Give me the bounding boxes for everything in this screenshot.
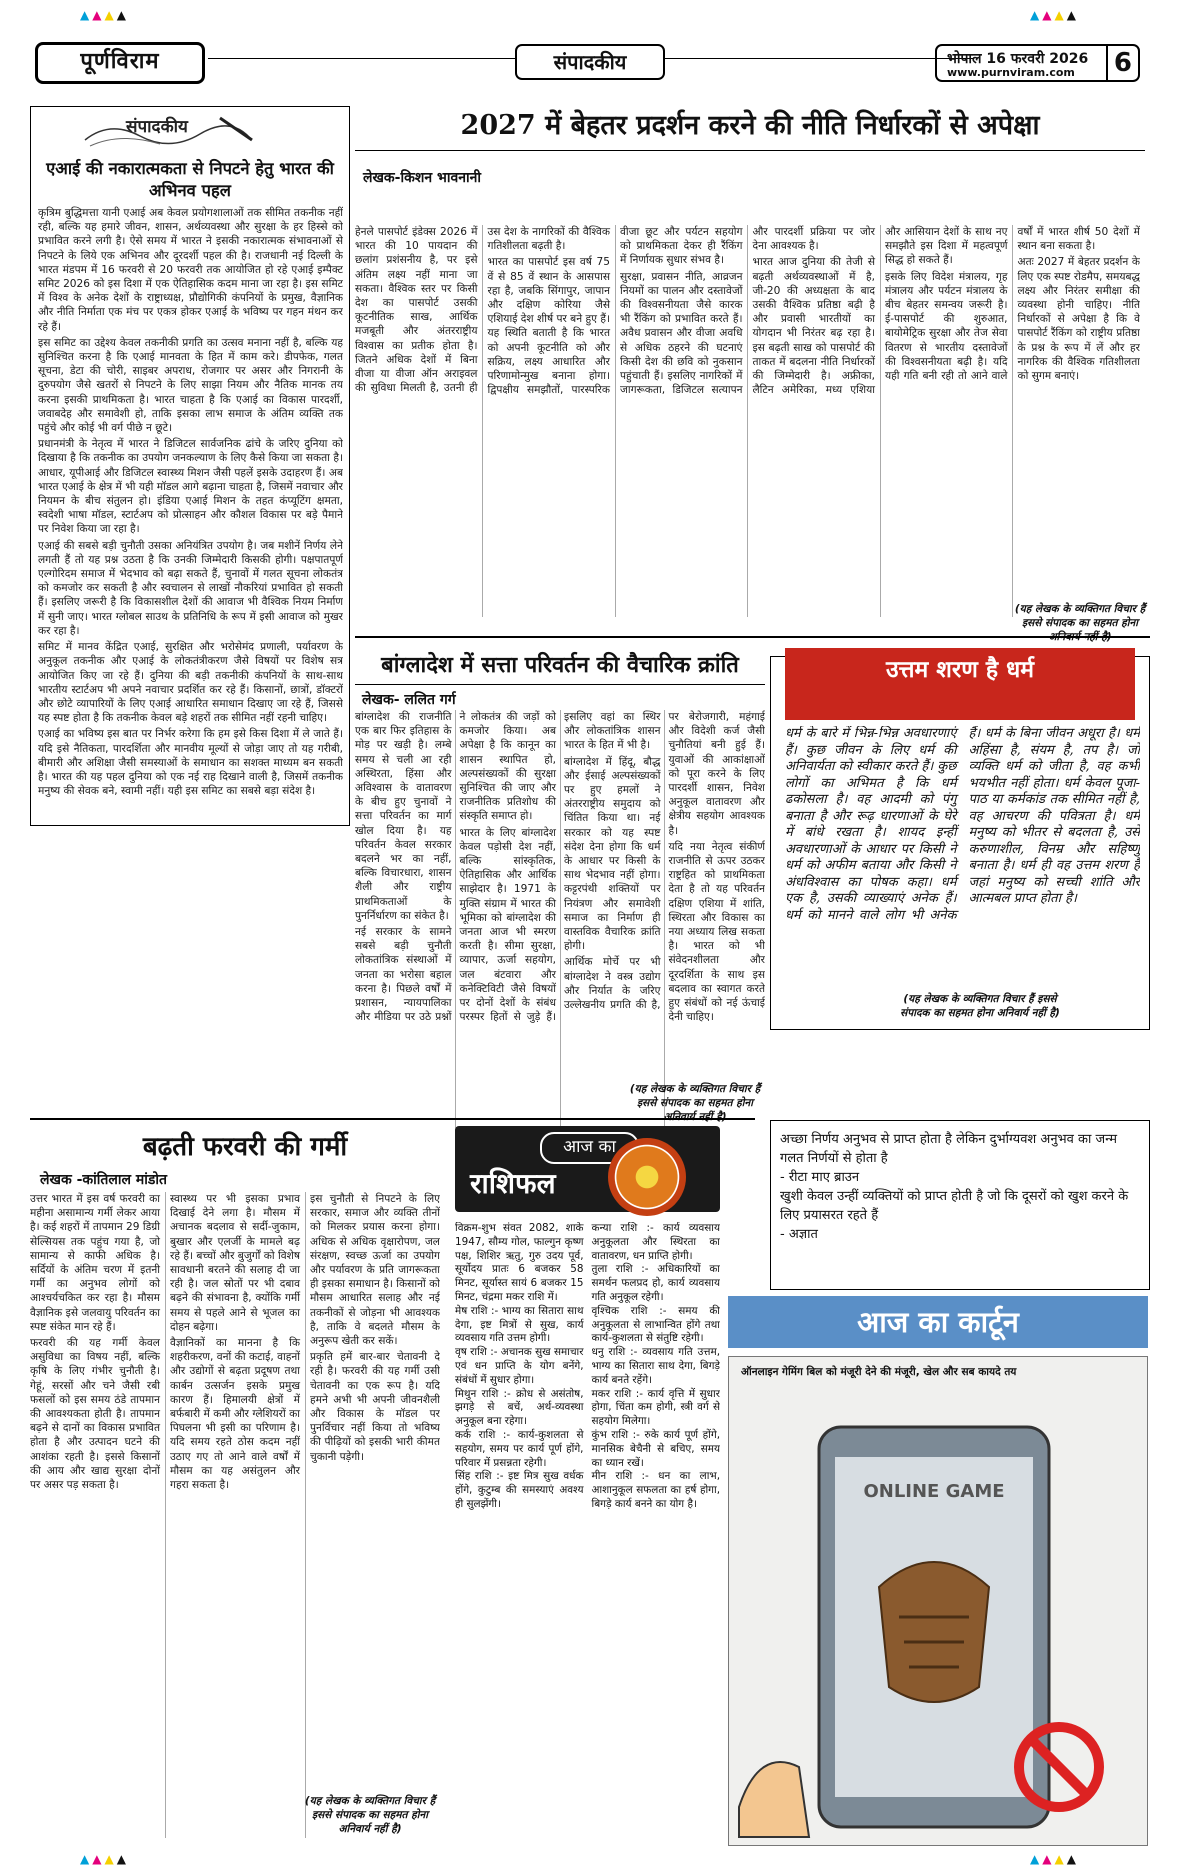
editorial-emblem — [80, 110, 255, 152]
quote-1: अच्छा निर्णय अनुभव से प्राप्त होता है लेकिन दुर्भाग्यवश अनुभव का जन्म गलत निर्णयों से होता है — [780, 1132, 1118, 1166]
horoscope-sign: मिथुन राशि :- क्रोध से असंतोष, झगड़े से बचें, अर्थ-व्यवस्था अनुकूल बना रहेगा। — [455, 1387, 584, 1428]
dharma-body: धर्म के बारे में भिन्न-भिन्न अवधारणाएं हैं। कुछ जीवन के लिए धर्म की अनिवार्यता को स्वीकार करते हैं। कुछ लोगों का अभिमत है कि धर्म ढकोसला है। वह आदमी को पंगु बनाता है और रूढ़ धारणाओं के घेरे में बांधे रखता है। शायद इन्हीं अवधारणाओं के आधार पर किसी ने धर्म को अफीम बताया और किसी ने अंधविश्वास का पोषक कहा। धर्म एक है, उसकी व्याख्याएं अनेक हैं। धर्म को मानने वाले लोग भी अनेक हैं। धर्म के बिना जीवन अधूरा है। धर्म अहिंसा है, संयम है, तप है। जो व्यक्ति धर्म को जीता है, वह कभी भयभीत नहीं होता। धर्म केवल पूजा-पाठ या कर्मकांड तक सीमित नहीं है, वह आचरण की पवित्रता है। धर्म मनुष्य को भीतर से बदलता है, उसे करुणाशील, विनम्र और सहिष्णु बनाता है। धर्म ही वह उत्तम शरण है जहां मनुष्य को सच्ची शांति और आत्मबल प्राप्त होता है। — [785, 726, 1140, 923]
issue-date: भोपाल 16 फरवरी 2026 — [947, 51, 1089, 67]
pen-hand-icon — [80, 110, 255, 152]
registration-marks-top-right: ▲▲▲▲ — [1030, 8, 1079, 22]
horoscope-sign: मकर राशि :- कार्य वृत्ति में सुधार होगा, चिंता कम होगी, स्त्री वर्ग से सहयोग मिलेगा। — [591, 1387, 720, 1428]
dharma-headline: उत्तम शरण है धर्म — [785, 648, 1135, 720]
horoscope-sign: धनु राशि :- व्यवसाय गति उत्तम, भाग्य का सितारा साथ देगा, बिगड़े कार्य बनते रहेंगे। — [591, 1346, 720, 1386]
cartoon-illustration — [729, 1387, 1147, 1846]
quote-1-author: - रीटा माए ब्राउन — [780, 1170, 860, 1185]
quote-2: खुशी केवल उन्हीं व्यक्तियों को प्राप्त होती है जो कि दूसरों को खुश करने के लिए प्रयासरत रहते हैं — [780, 1189, 1129, 1223]
quote-body — [780, 1130, 1142, 1244]
horoscope-title-top: आज का — [540, 1132, 639, 1164]
article1-body: हेनले पासपोर्ट इंडेक्स 2026 में भारत की 10 पायदान की छलांग प्रशंसनीय है, पर इसे अंतिम लक्ष्य नहीं माना जा सकता। वैश्विक स्तर पर किसी देश का पासपोर्ट उसकी कूटनीतिक साख, आर्थिक मजबूती और अंतरराष्ट्रीय विश्वास का प्रतीक होता है। जितने अधिक देशों में बिना वीजा या वीजा ऑन अराइवल की सुविधा मिलती है, उतनी ही उस देश के नागरिकों की वैश्विक गतिशीलता बढ़ती है। भारत का पासपोर्ट इस वर्ष 75 वें से 85 वें स्थान के आसपास रहा है, जबकि सिंगापुर, जापान और दक्षिण कोरिया जैसे एशियाई देश शीर्ष पर बने हुए हैं। यह स्थिति बताती है कि भारत को अपनी कूटनीति को और सक्रिय, लक्ष्य आधारित और परिणामोन्मुख बनाना होगा। द्विपक्षीय समझौतों, पारस्परिक वीजा छूट और पर्यटन सहयोग को प्राथमिकता देकर ही रैंकिंग में निर्णायक सुधार संभव है। सुरक्षा, प्रवासन नीति, आव्रजन नियमों का पालन और दस्तावेजों की विश्वसनीयता जैसे कारक भी रैंकिंग को प्रभावित करते हैं। अवैध प्रवासन और वीजा अवधि से अधिक ठहरने की घटनाएं किसी देश की छवि को नुकसान पहुंचाती हैं। इसलिए नागरिकों में जागरूकता, डिजिटल सत्यापन और पारदर्शी प्रक्रिया पर जोर देना आवश्यक है। भारत आज दुनिया की तेजी से बढ़ती अर्थव्यवस्थाओं में है, जी-20 की अध्यक्षता के बाद उसकी वैश्विक प्रतिष्ठा बढ़ी है और प्रवासी भारतीयों का योगदान भी निरंतर बढ़ रहा है। इस बढ़ती साख को पासपोर्ट की ताकत में बदलना नीति निर्धारकों की जिम्मेदारी है। अफ्रीका, लैटिन अमेरिका, मध्य एशिया और आसियान देशों के साथ नए समझौते इस दिशा में महत्वपूर्ण सिद्ध हो सकते हैं। इसके लिए विदेश मंत्रालय, गृह मंत्रालय और पर्यटन मंत्रालय के बीच बेहतर समन्वय जरूरी है। ई-पासपोर्ट की शुरुआत, बायोमेट्रिक सुरक्षा और तेज सेवा वितरण से भारतीय दस्तावेजों की विश्वसनीयता बढ़ी है। यदि यही गति बनी रही तो आने वाले वर्षों में भारत शीर्ष 50 देशों में स्थान बना सकता है। अतः 2027 में बेहतर प्रदर्शन के लिए एक स्पष्ट रोडमैप, समयबद्ध लक्ष्य और निरंतर समीक्षा की व्यवस्था होनी चाहिए। नीति निर्धारकों से अपेक्षा है कि वे पासपोर्ट रैंकिंग को राष्ट्रीय प्रतिष्ठा के प्रश्न के रूप में लें और हर नागरिक की वैश्विक गतिशीलता को सुगम बनाएं। — [355, 226, 1140, 397]
cartoon-panel[interactable] — [728, 1356, 1148, 1846]
cartoon-screen-text: ONLINE GAME — [863, 1481, 1005, 1502]
article1-rule — [355, 150, 1145, 151]
registration-marks-bottom-right: ▲▲▲▲ — [1030, 1852, 1079, 1866]
horoscope-sign: मेष राशि :- भाग्य का सितारा साथ देगा, इष्ट मित्रों से सुख, कार्य व्यवसाय गति उत्तम होगी। — [455, 1304, 584, 1345]
article1-byline: लेखक-किशन भावनानी — [362, 170, 482, 186]
article3-headline: बढ़ती फरवरी की गर्मी — [142, 1132, 348, 1162]
horoscope-sign: वृश्चिक राशि :- समय की अनुकूलता से लाभान्वित होंगे तथा कार्य-कुशलता से संतुष्टि रहेगी। — [591, 1304, 720, 1345]
section-title: संपादकीय — [515, 44, 665, 80]
date-box — [935, 44, 1140, 82]
newspaper-logo[interactable]: पूर्णविराम — [35, 42, 205, 84]
horoscope-sign: मीन राशि :- धन का लाभ, आशानुकूल सफलता का हर्ष होगा, बिगड़े कार्य बनने का योग है। — [591, 1470, 720, 1510]
horoscope-sign: तुला राशि :- अधिकारियों का समर्थन फलप्रद हो, कार्य व्यवसाय गति अनुकूल रहेगी। — [591, 1263, 720, 1303]
article2-body: बांग्लादेश की राजनीति एक बार फिर इतिहास के मोड़ पर खड़ी है। लम्बे समय से चली आ रही अस्थिरता, हिंसा और अविश्वास के वातावरण के बीच हुए चुनावों ने सत्ता परिवर्तन का मार्ग खोल दिया है। यह परिवर्तन केवल सरकार बदलने भर का नहीं, बल्कि विचारधारा, शासन शैली और राष्ट्रीय प्राथमिकताओं के पुनर्निर्धारण का संकेत है। नई सरकार के सामने सबसे बड़ी चुनौती लोकतांत्रिक संस्थाओं में जनता का भरोसा बहाल करना है। पिछले वर्षों में प्रशासन, न्यायपालिका और मीडिया पर उठे प्रश्नों ने लोकतंत्र की जड़ों को कमजोर किया। अब अपेक्षा है कि कानून का शासन स्थापित हो, अल्पसंख्यकों की सुरक्षा सुनिश्चित की जाए और राजनीतिक प्रतिशोध की संस्कृति समाप्त हो। भारत के लिए बांग्लादेश केवल पड़ोसी देश नहीं, बल्कि सांस्कृतिक, ऐतिहासिक और आर्थिक साझेदार है। 1971 के मुक्ति संग्राम में भारत की भूमिका को बांग्लादेश की जनता आज भी स्मरण करती है। सीमा सुरक्षा, व्यापार, ऊर्जा सहयोग, जल बंटवारा और कनेक्टिविटी जैसे विषयों पर दोनों देशों के संबंध परस्पर हितों से जुड़े हैं। इसलिए वहां का स्थिर और लोकतांत्रिक शासन भारत के हित में भी है। बांग्लादेश में हिंदू, बौद्ध और ईसाई अल्पसंख्यकों पर हुए हमलों ने अंतरराष्ट्रीय समुदाय को चिंतित किया था। नई सरकार को यह स्पष्ट संदेश देना होगा कि धर्म के आधार पर किसी के साथ भेदभाव नहीं होगा। कट्टरपंथी शक्तियों पर नियंत्रण और समावेशी समाज का निर्माण ही वास्तविक वैचारिक क्रांति होगी। आर्थिक मोर्चे पर भी बांग्लादेश ने वस्त्र उद्योग और निर्यात के जरिए उल्लेखनीय प्रगति की है, पर बेरोजगारी, महंगाई और विदेशी कर्ज जैसी चुनौतियां बनी हुई हैं। युवाओं की आकांक्षाओं को पूरा करने के लिए पारदर्शी शासन, निवेश अनुकूल वातावरण और क्षेत्रीय सहयोग आवश्यक है। यदि नया नेतृत्व संकीर्ण राजनीति से ऊपर उठकर राष्ट्रहित को प्राथमिकता देता है तो यह परिवर्तन दक्षिण एशिया में शांति, स्थिरता और विकास का नया अध्याय लिख सकता है। भारत को भी संवेदनशीलता और दूरदर्शिता के साथ इस बदलाव का स्वागत करते हुए संबंधों को नई ऊंचाई देनी चाहिए। — [355, 711, 765, 1024]
registration-marks-top: ▲▲▲▲ — [80, 8, 129, 22]
article3-disclaimer: (यह लेखक के व्यक्तिगत विचार हैं इससे संपादक का सहमत होना अनिवार्य नहीं है) — [304, 1795, 436, 1835]
article2-disclaimer: (यह लेखक के व्यक्तिगत विचार हैं इससे संपादक का सहमत होना अनिवार्य नहीं है) — [629, 1083, 761, 1123]
horoscope-sign: कुंभ राशि :- रुके कार्य पूर्ण होंगे, मानसिक बेचैनी से बचिए, समय का ध्यान रखें। — [591, 1428, 720, 1469]
article2-rule — [355, 684, 765, 685]
horoscope-sign: कन्या राशि :- कार्य व्यवसाय अनुकूलता और स्थिरता का वातावरण, धन प्राप्ति होगी। — [591, 1222, 720, 1262]
article2-headline: बांग्लादेश में सत्ता परिवर्तन की वैचारिक क्रांति — [381, 652, 739, 678]
bottom-divider — [30, 1118, 755, 1120]
cartoon-title: आज का कार्टून — [728, 1296, 1148, 1348]
article1-headline: 2027 में बेहतर प्रदर्शन करने की नीति निर्धारकों से अपेक्षा — [460, 110, 1040, 141]
horoscope-intro: विक्रम-शुभ संवत 2082, शाके 1947, सौम्य गोल, फाल्गुन कृष्ण पक्ष, शिशिर ऋतु, गुरु उदय पूर्व, सूर्योदय प्रातः 6 बजकर 58 मिनट, सूर्यास्त सायं 6 बजकर 15 मिनट, चंद्रमा मकर राशि में। — [455, 1222, 584, 1303]
registration-marks-bottom: ▲▲▲▲ — [80, 1852, 129, 1866]
page-number: 6 — [1106, 46, 1132, 80]
cartoon-caption: ऑनलाइन गेमिंग बिल को मंजूरी देने की मंजूरी, खेल और सब कायदे तय — [741, 1366, 1017, 1378]
horoscope-sign: वृष राशि :- अचानक सुख समाचार एवं धन प्राप्ति के योग बनेंगे, संबंधों में सुधार होगा। — [455, 1346, 584, 1386]
dharma-disclaimer: (यह लेखक के व्यक्तिगत विचार हैं इससे संपादक का सहमत होना अनिवार्य नहीं है) — [900, 993, 1060, 1019]
horoscope-sign: कर्क राशि :- कार्य-कुशलता से सहयोग, समय पर कार्य पूर्ण होंगे, परिवार में प्रसन्नता रहेगी। — [455, 1428, 584, 1469]
horoscope-body — [455, 1222, 720, 1838]
horoscope-title: राशिफल — [470, 1167, 556, 1200]
website-url[interactable]: www.purnviram.com — [947, 66, 1075, 79]
quote-2-author: - अज्ञात — [780, 1227, 818, 1242]
editorial-headline: एआई की नकारात्मकता से निपटने हेतु भारत की अभिनव पहल — [46, 159, 334, 200]
article3-byline: लेखक -कांतिलाल मांडोत — [40, 1172, 167, 1188]
section-divider — [355, 636, 1150, 638]
article3-body: उत्तर भारत में इस वर्ष फरवरी का महीना असामान्य गर्मी लेकर आया है। कई शहरों में तापमान 29 डिग्री सेल्सियस तक पहुंच गया है, जो सामान्य से काफी अधिक है। सर्दियों के अंतिम चरण में इतनी गर्मी का अनुभव लोगों को आश्चर्यचकित कर रहा है। मौसम वैज्ञानिक इसे जलवायु परिवर्तन का स्पष्ट संकेत मान रहे हैं। फरवरी की यह गर्मी केवल असुविधा का विषय नहीं, बल्कि कृषि के लिए गंभीर चुनौती है। गेहूं, सरसों और चने जैसी रबी फसलों को इस समय ठंडे तापमान की आवश्यकता होती है। तापमान बढ़ने से दानों का विकास प्रभावित होता है और उत्पादन घटने की आशंका रहती है। इससे किसानों की आय और खाद्य सुरक्षा दोनों पर असर पड़ सकता है। स्वास्थ्य पर भी इसका प्रभाव दिखाई देने लगा है। मौसम में अचानक बदलाव से सर्दी-जुकाम, बुखार और एलर्जी के मामले बढ़ रहे हैं। बच्चों और बुजुर्गों को विशेष सावधानी बरतने की सलाह दी जा रही है। जल स्रोतों पर भी दबाव बढ़ने की संभावना है, क्योंकि गर्मी समय से पहले आने से भूजल का दोहन बढ़ेगा। वैज्ञानिकों का मानना है कि शहरीकरण, वनों की कटाई, वाहनों और उद्योगों से बढ़ता प्रदूषण तथा कार्बन उत्सर्जन इसके प्रमुख कारण हैं। हिमालयी क्षेत्रों में बर्फबारी में कमी और ग्लेशियरों का पिघलना भी इसी का परिणाम है। यदि समय रहते ठोस कदम नहीं उठाए गए तो आने वाले वर्षों में मौसम का यह असंतुलन और गहरा सकता है। इस चुनौती से निपटने के लिए सरकार, समाज और व्यक्ति तीनों को मिलकर प्रयास करना होगा। अधिक से अधिक वृक्षारोपण, जल संरक्षण, स्वच्छ ऊर्जा का उपयोग और पर्यावरण के प्रति जागरूकता ही इसका समाधान है। किसानों को मौसम आधारित सलाह और नई तकनीकों से जोड़ना भी आवश्यक है, ताकि वे बदलते मौसम के अनुरूप खेती कर सकें। प्रकृति हमें बार-बार चेतावनी दे रही है। फरवरी की यह गर्मी उसी चेतावनी का एक रूप है। यदि हमने अभी भी अपनी जीवनशैली और विकास के मॉडल पर पुनर्विचार नहीं किया तो भविष्य की पीढ़ियों को इसकी भारी कीमत चुकानी पड़ेगी। — [30, 1193, 440, 1492]
article2-byline: लेखक- ललित गर्ग — [362, 692, 456, 708]
zodiac-wheel-icon — [608, 1138, 686, 1216]
horoscope-sign: सिंह राशि :- इष्ट मित्र सुख वर्धक होंगे, कुटुम्ब की समस्याएं अवश्य ही सुलझेंगी। — [455, 1470, 584, 1510]
emblem-label: संपादकीय — [126, 117, 188, 137]
article1-disclaimer: (यह लेखक के व्यक्तिगत विचार हैं इससे संपादक का सहमत होना अनिवार्य नहीं है) — [1014, 603, 1146, 643]
editorial-body: कृत्रिम बुद्धिमत्ता यानी एआई अब केवल प्रयोगशालाओं तक सीमित तकनीक नहीं रही, बल्कि यह हमारे जीवन, शासन, अर्थव्यवस्था और सुरक्षा के हर हिस्से को प्रभावित करने लगी है। ऐसे समय में भारत ने इसकी नकारात्मक संभावनाओं से निपटने के लिये एक अभिनव और दूरदर्शी पहल की है। राजधानी नई दिल्ली के भारत मंडपम में 16 फरवरी से 20 फरवरी तक आयोजित हो रहे एआई इम्पैक्ट समिट 2026 को इस दिशा में एक ऐतिहासिक कदम माना जा रहा है। इस समिट में विश्व के अनेक देशों के राष्ट्राध्यक्ष, प्रौद्योगिकी कंपनियों के प्रमुख, वैज्ञानिक और नीति निर्माता एक मंच पर एकत्र होकर एआई के भविष्य पर गहन मंथन कर रहे हैं। इस समिट का उद्देश्य केवल तकनीकी प्रगति का उत्सव मनाना नहीं है, बल्कि यह सुनिश्चित करना है कि एआई मानवता के हित में काम करे। डीपफेक, गलत सूचना, डेटा की चोरी, साइबर अपराध, रोजगार पर असर और निगरानी के दुरुपयोग जैसे खतरों से निपटने के लिए साझा नियम और नैतिक मानक तय करना इसकी प्राथमिकता है। भारत चाहता है कि एआई का विकास पारदर्शी, जवाबदेह और समावेशी हो, ताकि इसका लाभ समाज के अंतिम व्यक्ति तक पहुंचे और कोई भी वर्ग पीछे न छूटे। प्रधानमंत्री के नेतृत्व में भारत ने डिजिटल सार्वजनिक ढांचे के जरिए दुनिया को दिखाया है कि तकनीक का उपयोग जनकल्याण के लिए कैसे किया जा सकता है। आधार, यूपीआई और डिजिटल स्वास्थ्य मिशन जैसी पहलें इसके उदाहरण हैं। अब भारत एआई के क्षेत्र में भी यही मॉडल आगे बढ़ाना चाहता है, जिसमें नवाचार और नियमन के बीच संतुलन हो। इंडिया एआई मिशन के तहत कंप्यूटिंग क्षमता, स्वदेशी भाषा मॉडल, स्टार्टअप को प्रोत्साहन और कौशल विकास पर बड़े पैमाने पर निवेश किया जा रहा है। एआई की सबसे बड़ी चुनौती उसका अनियंत्रित उपयोग है। जब मशीनें निर्णय लेने लगती हैं तो यह प्रश्न उठता है कि उनकी जिम्मेदारी किसकी होगी। पक्षपातपूर्ण एल्गोरिदम समाज में भेदभाव को बढ़ा सकते हैं, चुनावों में गलत सूचना लोकतंत्र को कमजोर कर सकती है और स्वचालन से लाखों नौकरियां प्रभावित हो सकती हैं। इसलिए जरूरी है कि विकासशील देशों की आवाज भी वैश्विक नियम निर्माण में सुनी जाए। भारत ग्लोबल साउथ के प्रतिनिधि के रूप में इसी आवाज को मुखर कर रहा है। समिट में मानव केंद्रित एआई, सुरक्षित और भरोसेमंद प्रणाली, पर्यावरण के अनुकूल तकनीक और एआई के लोकतंत्रीकरण जैसे विषयों पर विशेष सत्र आयोजित किए जा रहे हैं। दुनिया की बड़ी तकनीकी कंपनियों के साथ-साथ भारतीय स्टार्टअप भी अपने नवाचार प्रदर्शित कर रहे हैं। किसानों, छात्रों, डॉक्टरों और छोटे व्यापारियों के लिए एआई आधारित समाधान दिखाए जा रहे हैं, जिससे यह स्पष्ट होता है कि तकनीक केवल बड़े शहरों तक सीमित नहीं रहनी चाहिए। एआई का भविष्य इस बात पर निर्भर करेगा कि हम इसे किस दिशा में ले जाते हैं। यदि इसे नैतिकता, पारदर्शिता और मानवीय मूल्यों से जोड़ा जाए तो यह गरीबी, बीमारी और अशिक्षा जैसी समस्याओं के समाधान का सशक्त माध्यम बन सकती है। भारत की यह पहल दुनिया को एक नई राह दिखाने वाली है, जिसमें तकनीक मनुष्य की सेवक बने, स्वामी नहीं। यही इस समिट का सबसे बड़ा संदेश है। — [38, 207, 343, 798]
